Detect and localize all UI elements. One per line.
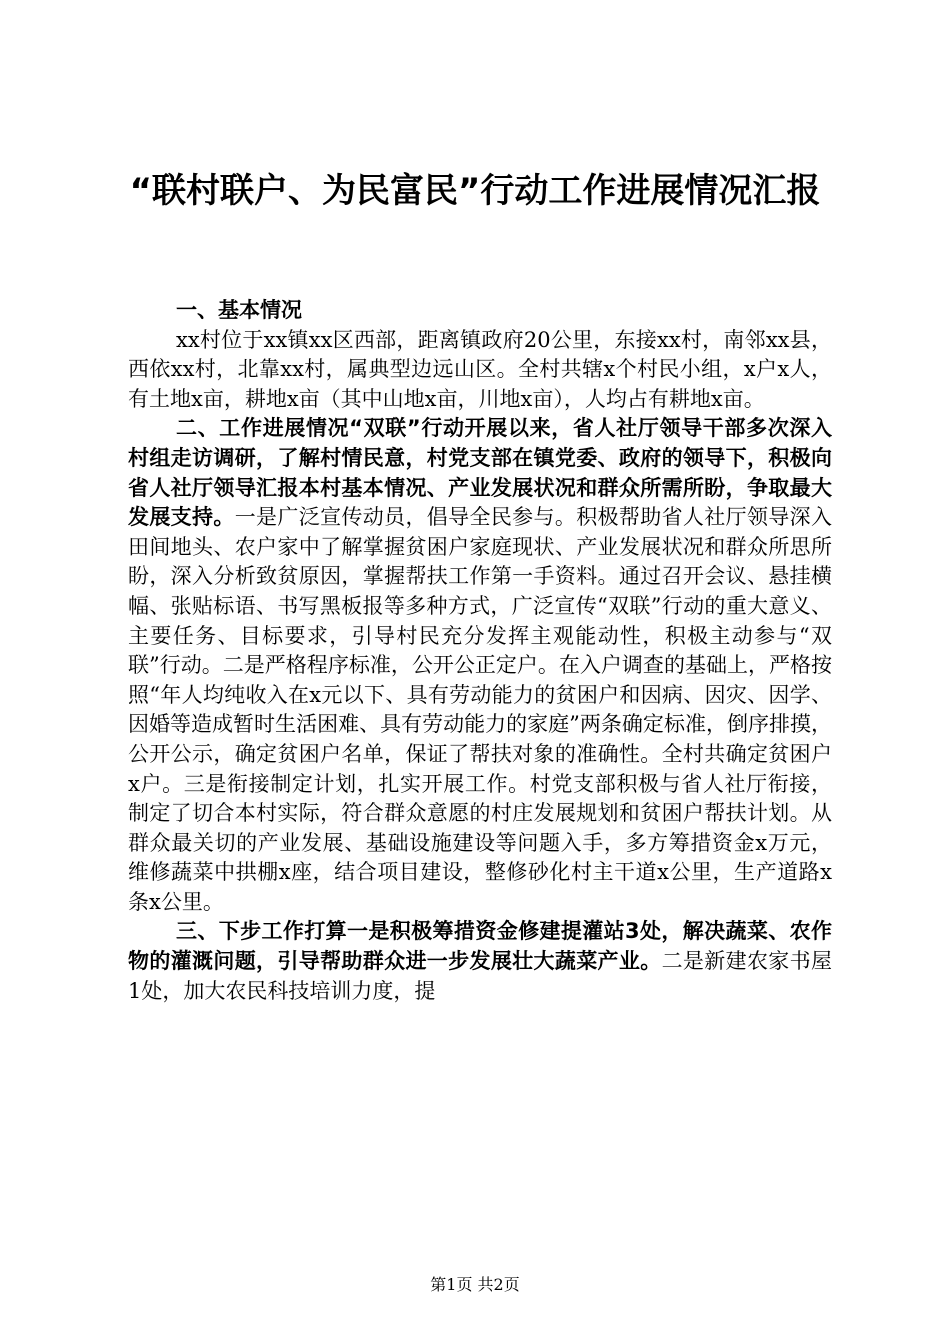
section-progress-text: 一是广泛宣传动员，倡导全民参与。积极帮助省人社厅领导深入田间地头、农户家中了解掌握贫困户家庭现状、产业发展状况和群众所思所盼，深入分析致贫原因，掌握帮扶工作第一手资料。通过召开会议、悬挂横幅、张贴标语、书写黑板报等多种方式，广泛宣传“双联”行动的重大意义、主要任务、目标要求，引导村民充分发挥主观能动性，积极主动参与“双联”行动。二是严格程序标准，公开公正定户。在入户调查的基础上，严格按照“年人均纯收入在x元以下、具有劳动能力的贫困户和因病、因灾、因学、因婚等造成暂时生活困难、具有劳动能力的家庭”两条确定标准，倒序排摸，公开公示，确定贫困户名单，保证了帮扶对象的准确性。全村共确定贫困户x户。三是衔接制定计划，扎实开展工作。村党支部积极与省人社厅衔接，制定了切合本村实际，符合群众意愿的村庄发展规划和贫困户帮扶计划。从群众最关切的产业发展、基础设施建设等问题入手，多方筹措资金x万元，维修蔬菜中拱棚x座，结合项目建设，整修砂化村主干道x公里，生产道路x条x公里。	[128, 505, 832, 914]
section-basic-paragraph: xx村位于xx镇xx区西部，距离镇政府20公里，东接xx村，南邻xx县，西依xx村，北靠xx村，属典型边远山区。全村共辖x个村民小组，x户x人，有土地x亩，耕地x亩（其中山地x亩，川地x亩），人均占有耕地x亩。	[128, 327, 832, 411]
section-plan-heading: 三、下步工作打算一是积极筹措资金修建提灌站3处，解决蔬菜、农作物的灌溉问题，引导帮助群众进一步发展壮大蔬菜产业。	[128, 919, 832, 974]
document-title: “联村联户、为民富民”行动工作进展情况汇报	[129, 171, 821, 211]
section-plan-text: 二是新建农家书屋1处，加大农民科技培训力度，提	[128, 949, 832, 1003]
section-basic-heading: 一、基本情况	[176, 298, 302, 322]
section-progress-heading: 二、工作进展情况“双联”行动开展以来，省人社厅领导干部多次深入村组走访调研，了解村情民意，村党支部在镇党委、政府的领导下，积极向省人社厅领导汇报本村基本情况、产业发展状况和群众所需所盼，争取最大发展支持。	[128, 416, 832, 530]
page-footer: 第1页 共2页	[430, 1275, 520, 1294]
section-progress-paragraph	[128, 414, 832, 917]
document-body	[128, 296, 832, 1006]
section-plan-paragraph	[128, 917, 832, 1006]
